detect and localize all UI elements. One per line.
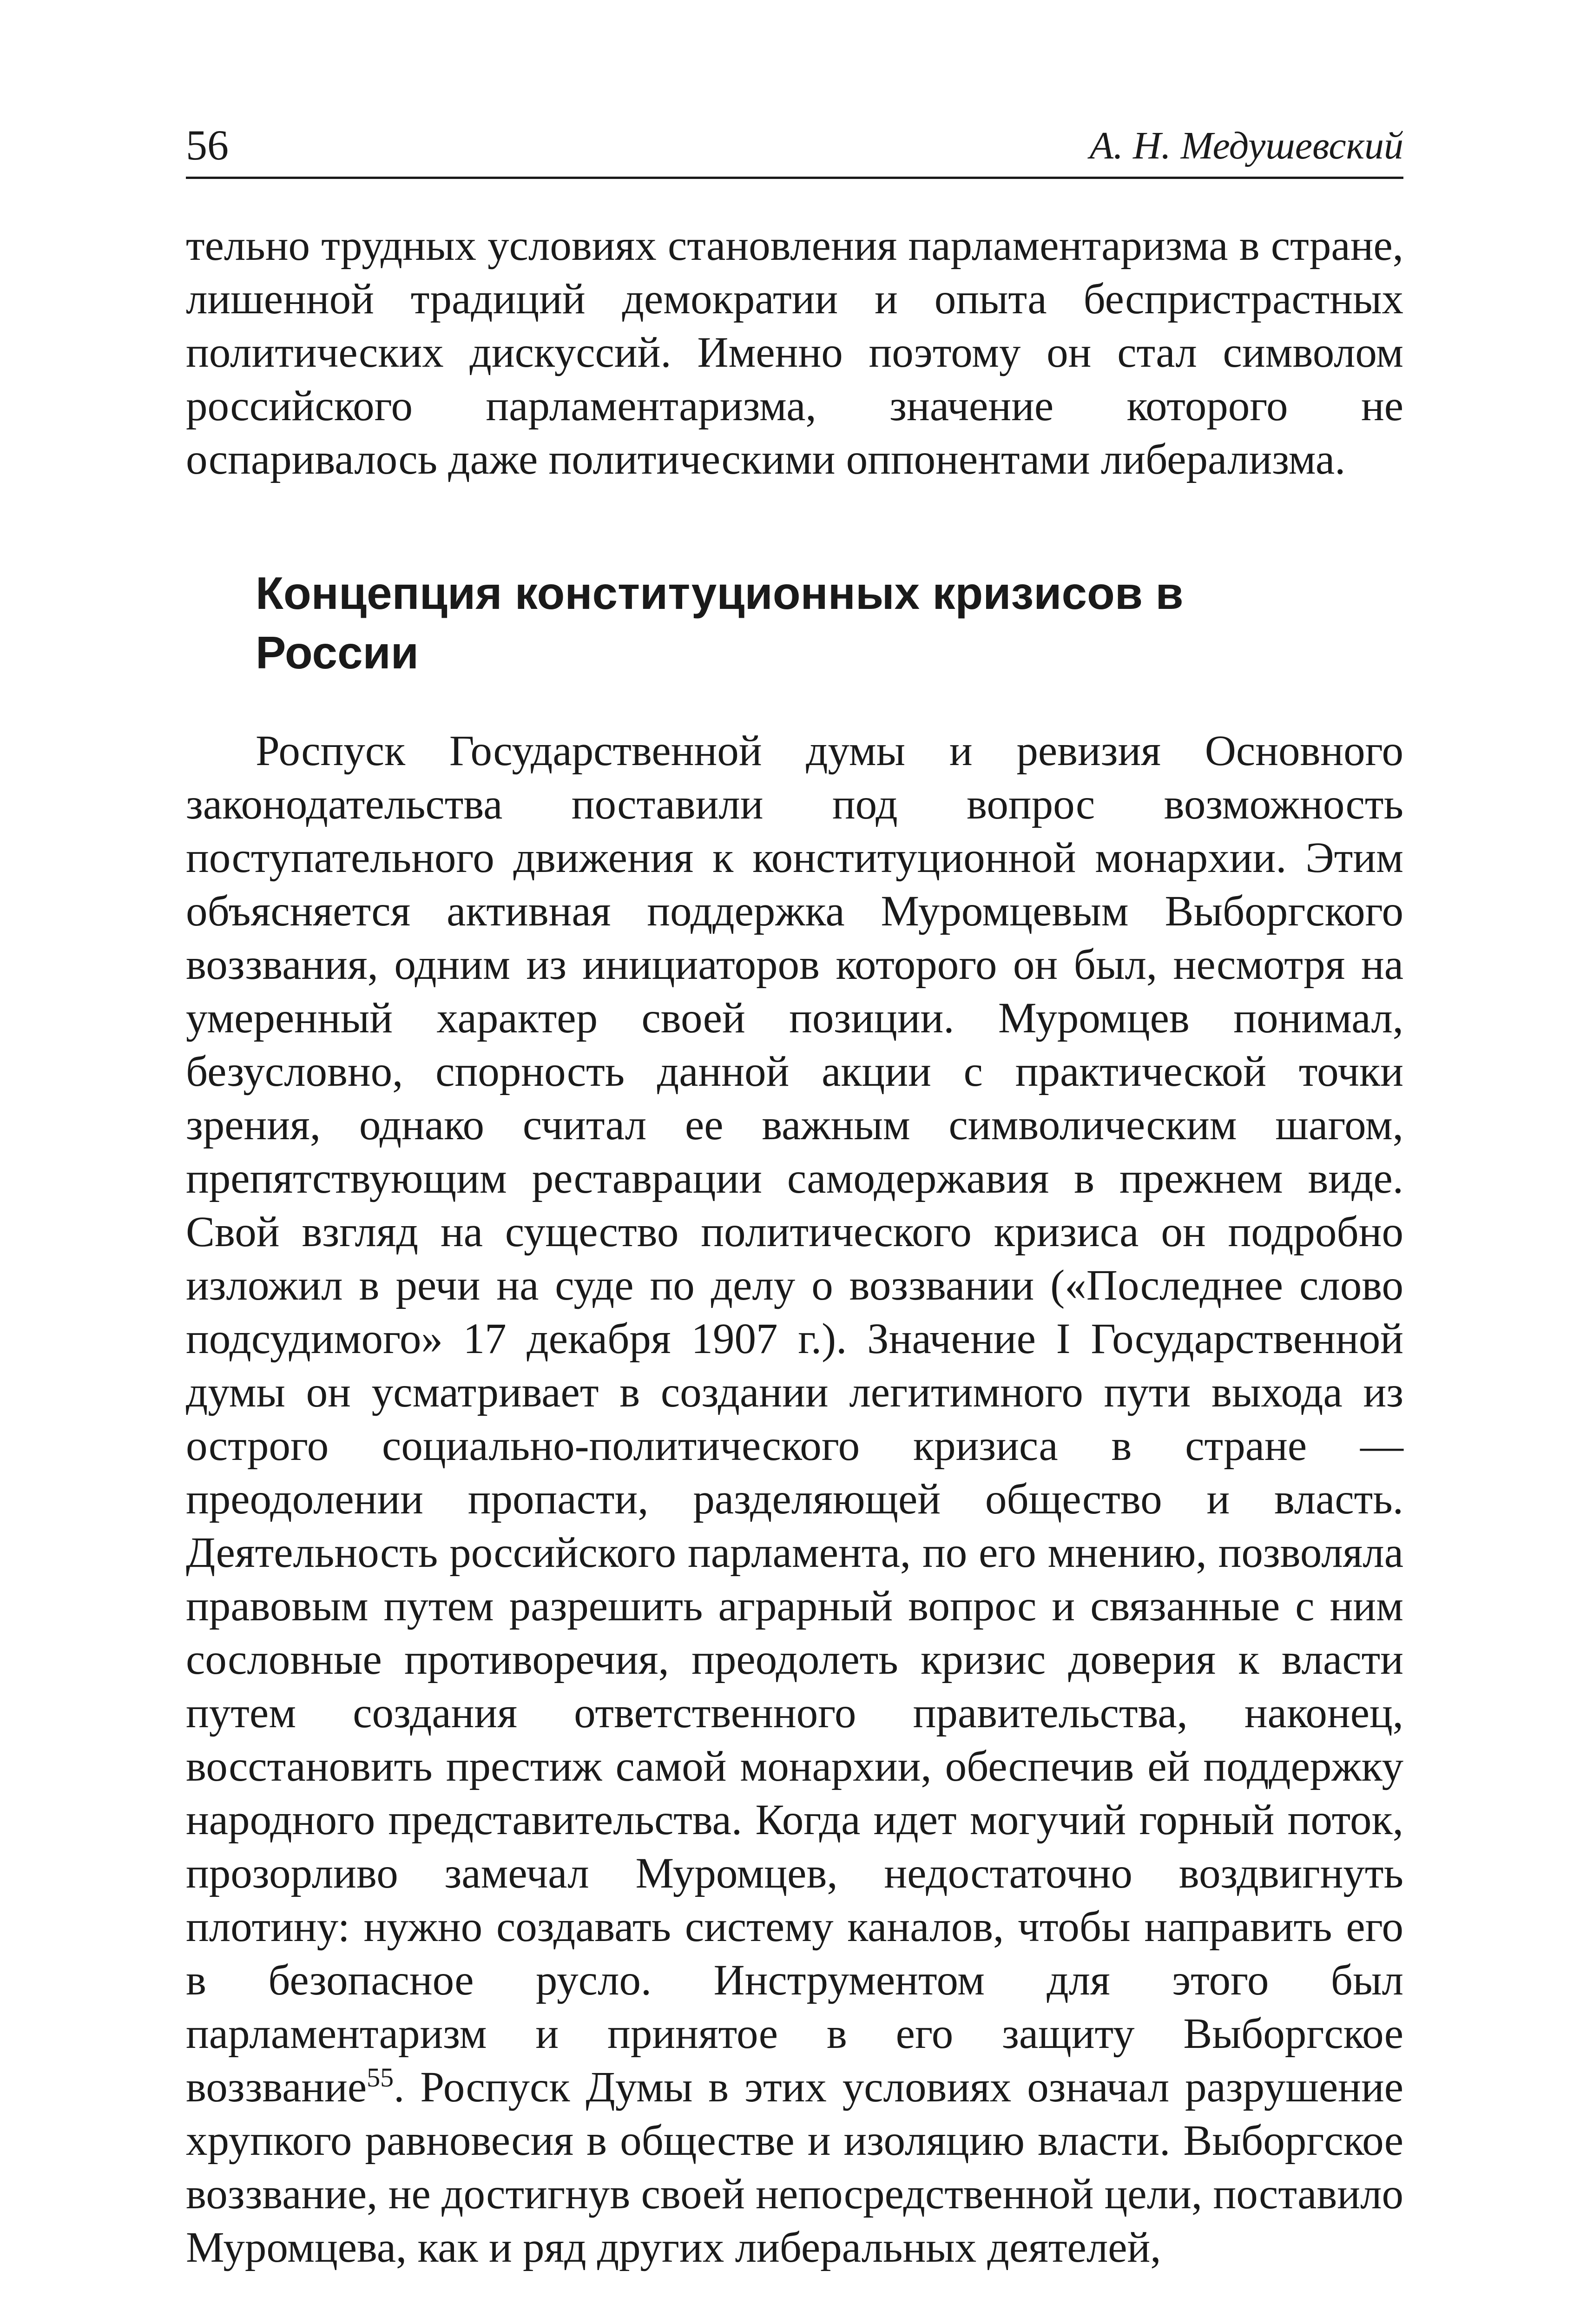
body-paragraph-text-part-2: . Роспуск Думы в этих условиях означал разрушение хрупкого равновесия в обществе и изоляцию власти. Выборгское воззвание, не достигнув своей непосредственной цели, поставило Муромцева, как и ряд других либеральных деятелей, (186, 2063, 1403, 2271)
running-head-author: А. Н. Медушевский (1089, 124, 1403, 167)
section-heading: Концепция конституционных кризисов в России (256, 568, 1184, 678)
book-page (186, 107, 1403, 2271)
continued-paragraph: тельно трудных условиях становления парламентаризма в стране, лишенной традиций демократии и опыта беспристрастных политических дискуссий. Именно поэтому он стал символом российского парламентаризма, значение которого не оспаривалось даже политическими оппонентами либерализма. (186, 222, 1403, 483)
body-paragraph-text-part-1: Роспуск Государственной думы и ревизия Основного законодательства поставили под вопрос возможность поступательного движения к конституционной монархии. Этим объясняется активная поддержка Муромцевым Выборгского воззвания, одним из инициаторов которого он был, несмотря на умеренный характер своей позиции. Муромцев понимал, безусловно, спорность данной акции с практической точки зрения, однако считал ее важным символическим шагом, препятствующим реставрации самодержавия в прежнем виде. Свой взгляд на существо политического кризиса он подробно изложил в речи на суде по делу о воззвании («Последнее слово подсудимого» 17 декабря 1907 г.). Значение I Государственной думы он усматривает в создании легитимного пути выхода из острого социально-политического кризиса в стране — преодолении пропасти, разделяющей общество и власть. Деятельность российского парламента, по его мнению, позволяла правовым путем разрешить аграрный вопрос и связанные с ним сословные противоречия, преодолеть кризис доверия к власти путем создания ответственного правительства, наконец, восстановить престиж самой монархии, обеспечив ей поддержку народного представительства. Когда идет могучий горный поток, прозорливо замечал Муромцев, недостаточно воздвигнуть плотину: нужно создавать систему каналов, чтобы направить его в безопасное русло. Инструментом для этого был парламентаризм и принятое в его защиту Выборгское воззвание (186, 727, 1403, 2111)
page-number: 56 (186, 121, 229, 169)
running-head (186, 107, 1403, 179)
body-paragraph (186, 724, 1403, 2274)
footnote-reference[interactable]: 55 (367, 2062, 394, 2093)
